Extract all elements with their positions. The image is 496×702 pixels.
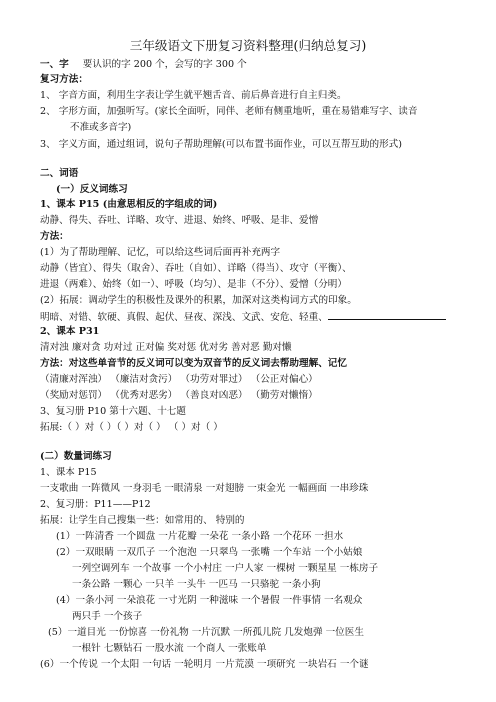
quantifier-workbook-title: 2、复习册：P11——P12: [40, 499, 151, 510]
textbook-p31-title: 2、课本 P31: [40, 326, 100, 337]
quantifier-example-5: (5）一道目光 一份惊喜 一份礼物 一片沉默 一所孤儿院 几发炮弹 一位医生: [48, 627, 364, 638]
method-line-3: 3、 字义方面，通过组词，说句子帮助理解(可以布置书面作业，可以互帮互助的形式): [40, 139, 403, 150]
antonym-method-2: (2）拓展：调动学生的积极性及课外的积累，加深对这类构词方式的印象。: [40, 295, 357, 306]
quantifier-textbook-title: 1、课本 P15: [40, 467, 97, 478]
antonym-extension-words: 明暗、对错、软硬、真假、起伏、昼夜、深浅、文武、安危、轻重、: [40, 312, 328, 323]
method-line-1: 1、 字音方面，利用生字表让学生就平翘舌音、前后鼻音进行自主归类。: [40, 90, 347, 101]
fill-in-blank-line: [328, 310, 446, 320]
antonym-extension-blanks: 拓展:（ ）对（ ）（ ）对（ ） （ ）对（ ）: [40, 422, 223, 433]
quantifier-example-4: (4）一条小河 一朵浪花 一寸光阴 一种滋味 一个暑假 一件事情 一名观众: [56, 595, 363, 606]
antonym-phrases-a: 动静（皆宜）、得失（取舍）、吞吐（自如）、详略（得当）、攻守（平衡）、: [40, 263, 352, 274]
antonym-subheading: (一）反义词练习: [56, 184, 128, 195]
quantifier-example-2c: 一条公路 一颗心 一只羊 一头牛 一匹马 一只骆驼 一条小狗: [72, 579, 321, 590]
section-1-heading: [40, 58, 478, 71]
method-line-2: 2、 字形方面，加强听写。(家长全面听，同伴、老师有侧重地听，重在易错难写字、读音: [40, 106, 418, 117]
section-1-note: 要认识的字 200 个，会写的字 300 个: [82, 59, 247, 70]
quantifier-subheading: (二）数量词练习: [40, 451, 112, 462]
section-2-heading: 二、词语: [40, 168, 79, 179]
single-char-antonyms: 清对浊 廉对贪 功对过 正对偏 奖对惩 优对劣 善对恶 勤对懒: [40, 342, 292, 353]
quantifier-example-2b: 一列空调列车 一个故事 一个小村庄 一户人家 一棵树 一颗星星 一栋房子: [72, 563, 379, 574]
quantifier-word-list: 一支歌曲 一阵微风 一身羽毛 一眼清泉 一对翅膀 一束金光 一幅画面 一串珍珠: [40, 483, 369, 494]
textbook-p15-title: 1、课本 P15 (由意思相反的字组成的词): [40, 199, 218, 210]
double-char-antonyms-a: （清廉对浑浊） （廉洁对贪污） （功劳对罪过） （公正对偏心）: [40, 374, 318, 385]
review-method-title: 复习方法：: [40, 74, 88, 85]
quantifier-example-4b: 两只手 一个孩子: [72, 611, 143, 622]
quantifier-extension: 拓展：让学生自己搜集一些：如常用的、 特别的: [40, 515, 245, 526]
section-1-title: 一、字: [40, 59, 69, 70]
antonym-method-1: (1）为了帮助理解、记忆，可以给这些词后面再补充两字: [40, 247, 281, 258]
antonym-phrases-b: 进退（两难）、始终（如一）、呼吸（均匀）、是非（不分）、爱憎（分明）: [40, 279, 347, 290]
antonym-word-list: 动静、得失、吞吐、详略、攻守、进退、始终、呼吸、是非、爱憎: [40, 215, 319, 226]
quantifier-example-6: (6）一个传说 一个太阳 一句话 一轮明月 一片荒漠 一项研究 一块岩石 一个谜: [40, 659, 369, 670]
quantifier-example-5b: 一根针 七颗钻石 一股水流 一个商人 一张账单: [72, 643, 267, 654]
double-char-antonyms-b: （奖励对惩罚） （优秀对恶劣） （善良对凶恶） （勤劳对懒惰）: [40, 390, 318, 401]
page-title: 三年级语文下册复习资料整理(归纳总复习): [129, 38, 367, 53]
method-label: 方法：: [40, 231, 69, 242]
quantifier-example-2: (2）一双眼睛 一双爪子 一个泡泡 一只翠鸟 一张嘴 一个车站 一个小姑娘: [56, 547, 363, 558]
workbook-p10-title: 3、复习册 P10 第十六题、十七题: [40, 406, 186, 417]
double-char-method: 方法：对这些单音节的反义词可以变为双音节的反义词去帮助理解、记忆: [40, 358, 347, 369]
method-line-2-cont: 不准或多音字): [70, 122, 132, 133]
antonym-extension-line: [40, 310, 478, 324]
quantifier-example-1: (1）一阵清香 一个圆盘 一片花瓣 一朵花 一条小路 一个花环 一担水: [56, 531, 344, 542]
